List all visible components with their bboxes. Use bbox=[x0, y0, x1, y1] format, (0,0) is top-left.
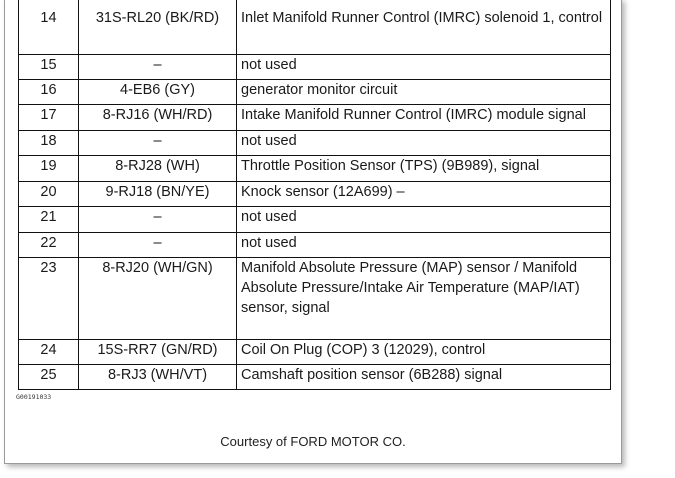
pin-cell: 16 bbox=[19, 80, 79, 105]
circuit-cell: 31S-RL20 (BK/RD) bbox=[79, 0, 237, 55]
figure-code: G00191033 bbox=[16, 393, 52, 401]
pin-cell: 24 bbox=[19, 340, 79, 365]
function-cell: Knock sensor (12A699) – bbox=[237, 182, 611, 207]
function-cell: Camshaft position sensor (6B288) signal bbox=[237, 365, 611, 390]
pin-cell: 19 bbox=[19, 156, 79, 182]
function-cell: not used bbox=[237, 131, 611, 156]
circuit-cell: – bbox=[79, 131, 237, 156]
function-cell: generator monitor circuit bbox=[237, 80, 611, 105]
table-row bbox=[19, 131, 611, 156]
document-page bbox=[4, 0, 622, 464]
function-cell: not used bbox=[237, 233, 611, 258]
circuit-cell: 8-RJ3 (WH/VT) bbox=[79, 365, 237, 390]
table-row bbox=[19, 233, 611, 258]
table-row bbox=[19, 55, 611, 80]
function-cell: not used bbox=[237, 207, 611, 233]
circuit-cell: – bbox=[79, 233, 237, 258]
pin-cell: 17 bbox=[19, 105, 79, 131]
pin-cell: 15 bbox=[19, 55, 79, 80]
table-row bbox=[19, 182, 611, 207]
circuit-cell: 8-RJ16 (WH/RD) bbox=[79, 105, 237, 131]
circuit-cell: 4-EB6 (GY) bbox=[79, 80, 237, 105]
function-cell: Intake Manifold Runner Control (IMRC) module signal bbox=[237, 105, 611, 131]
pin-cell: 18 bbox=[19, 131, 79, 156]
table-row bbox=[19, 207, 611, 233]
function-cell: not used bbox=[237, 55, 611, 80]
circuit-cell: 8-RJ28 (WH) bbox=[79, 156, 237, 182]
courtesy-caption: Courtesy of FORD MOTOR CO. bbox=[220, 434, 406, 449]
function-cell: Manifold Absolute Pressure (MAP) sensor / Manifold Absolute Pressure/Intake Air Temperature (MAP/IAT) sensor, signal bbox=[237, 258, 611, 340]
table-row bbox=[19, 80, 611, 105]
function-cell: Throttle Position Sensor (TPS) (9B989), signal bbox=[237, 156, 611, 182]
table-row bbox=[19, 340, 611, 365]
table-row bbox=[19, 156, 611, 182]
circuit-cell: 9-RJ18 (BN/YE) bbox=[79, 182, 237, 207]
circuit-cell: – bbox=[79, 55, 237, 80]
function-cell: Inlet Manifold Runner Control (IMRC) solenoid 1, control bbox=[237, 0, 611, 55]
function-cell: Coil On Plug (COP) 3 (12029), control bbox=[237, 340, 611, 365]
circuit-cell: 8-RJ20 (WH/GN) bbox=[79, 258, 237, 340]
pin-cell: 23 bbox=[19, 258, 79, 340]
circuit-cell: 15S-RR7 (GN/RD) bbox=[79, 340, 237, 365]
pin-cell: 20 bbox=[19, 182, 79, 207]
pin-cell: 21 bbox=[19, 207, 79, 233]
circuit-cell: – bbox=[79, 207, 237, 233]
pin-table bbox=[18, 0, 611, 390]
table-row bbox=[19, 105, 611, 131]
pin-cell: 22 bbox=[19, 233, 79, 258]
pin-cell: 14 bbox=[19, 0, 79, 55]
table-row bbox=[19, 365, 611, 390]
pin-cell: 25 bbox=[19, 365, 79, 390]
table-row bbox=[19, 258, 611, 340]
table-row bbox=[19, 0, 611, 55]
